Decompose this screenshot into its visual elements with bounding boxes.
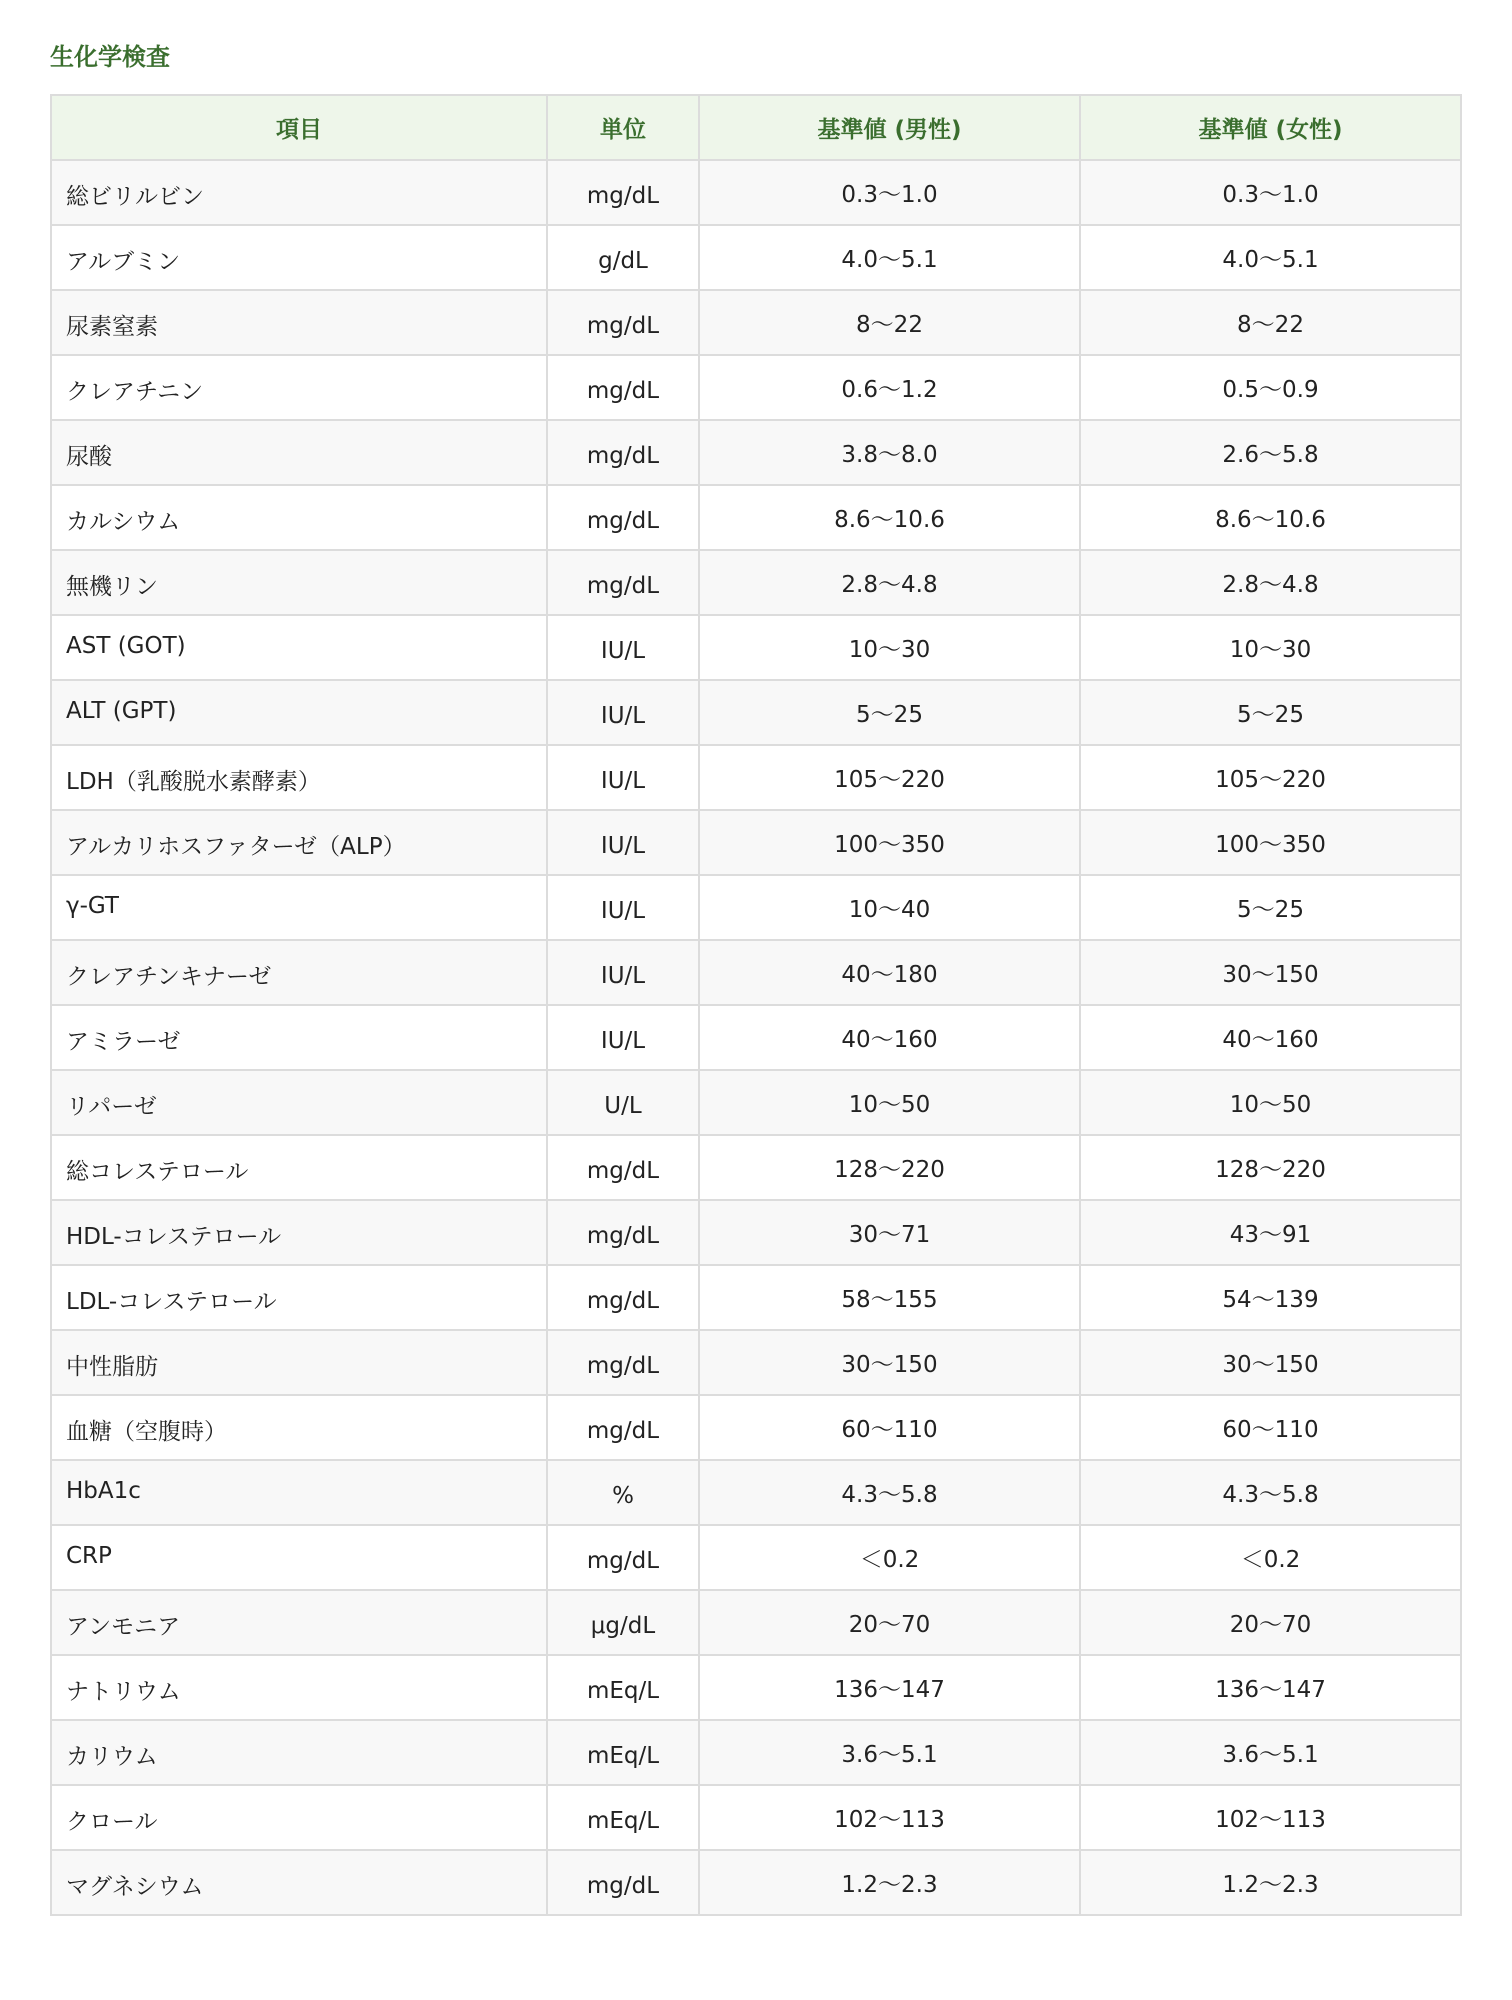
cell-unit: mg/dL [547,1200,699,1265]
cell-female-reference: 30〜150 [1080,940,1461,1005]
cell-item: クロール [51,1785,547,1850]
cell-unit: IU/L [547,810,699,875]
cell-item: アンモニア [51,1590,547,1655]
cell-female-reference: 5〜25 [1080,680,1461,745]
cell-female-reference: 4.3〜5.8 [1080,1460,1461,1525]
cell-male-reference: 100〜350 [699,810,1080,875]
cell-unit: mg/dL [547,420,699,485]
cell-male-reference: 2.8〜4.8 [699,550,1080,615]
cell-female-reference: 1.2〜2.3 [1080,1850,1461,1915]
cell-male-reference: 3.8〜8.0 [699,420,1080,485]
cell-unit: μg/dL [547,1590,699,1655]
cell-item: 血糖（空腹時） [51,1395,547,1460]
cell-item: 尿素窒素 [51,290,547,355]
biochemistry-table [50,94,1462,1916]
cell-male-reference: 20〜70 [699,1590,1080,1655]
cell-female-reference: 60〜110 [1080,1395,1461,1460]
cell-item: アルカリホスファターゼ（ALP） [51,810,547,875]
header-unit: 単位 [547,95,699,160]
cell-male-reference: 136〜147 [699,1655,1080,1720]
table-row [51,550,1461,615]
table-row [51,1590,1461,1655]
cell-female-reference: 30〜150 [1080,1330,1461,1395]
cell-male-reference: 40〜180 [699,940,1080,1005]
header-item: 項目 [51,95,547,160]
cell-female-reference: 105〜220 [1080,745,1461,810]
cell-female-reference: 8〜22 [1080,290,1461,355]
cell-unit: mg/dL [547,1395,699,1460]
cell-male-reference: ＜0.2 [699,1525,1080,1590]
cell-female-reference: 3.6〜5.1 [1080,1720,1461,1785]
cell-male-reference: 8.6〜10.6 [699,485,1080,550]
cell-item: アミラーゼ [51,1005,547,1070]
cell-male-reference: 30〜71 [699,1200,1080,1265]
table-row [51,810,1461,875]
cell-male-reference: 58〜155 [699,1265,1080,1330]
table-row [51,1850,1461,1915]
table-row [51,1330,1461,1395]
cell-female-reference: 2.8〜4.8 [1080,550,1461,615]
cell-item: 総コレステロール [51,1135,547,1200]
cell-female-reference: 40〜160 [1080,1005,1461,1070]
table-row [51,290,1461,355]
cell-male-reference: 3.6〜5.1 [699,1720,1080,1785]
cell-unit: mg/dL [547,1265,699,1330]
cell-unit: mg/dL [547,160,699,225]
table-row [51,1785,1461,1850]
cell-item: クレアチンキナーゼ [51,940,547,1005]
table-row [51,940,1461,1005]
cell-male-reference: 0.3〜1.0 [699,160,1080,225]
cell-male-reference: 10〜30 [699,615,1080,680]
cell-unit: % [547,1460,699,1525]
table-row [51,680,1461,745]
cell-unit: IU/L [547,615,699,680]
cell-female-reference: 4.0〜5.1 [1080,225,1461,290]
header-female-reference: 基準値 (女性) [1080,95,1461,160]
cell-item: マグネシウム [51,1850,547,1915]
cell-female-reference: 100〜350 [1080,810,1461,875]
cell-female-reference: 10〜30 [1080,615,1461,680]
cell-female-reference: 43〜91 [1080,1200,1461,1265]
table-row [51,1655,1461,1720]
cell-female-reference: 136〜147 [1080,1655,1461,1720]
table-row [51,875,1461,940]
cell-unit: mEq/L [547,1720,699,1785]
cell-male-reference: 4.0〜5.1 [699,225,1080,290]
cell-item: AST (GOT) [51,615,547,680]
cell-item: 無機リン [51,550,547,615]
table-row [51,1200,1461,1265]
section-title: 生化学検査 [50,43,170,71]
table-row [51,1460,1461,1525]
cell-unit: mg/dL [547,485,699,550]
cell-female-reference: 54〜139 [1080,1265,1461,1330]
cell-male-reference: 102〜113 [699,1785,1080,1850]
cell-item: アルブミン [51,225,547,290]
cell-unit: mg/dL [547,355,699,420]
table-row [51,1070,1461,1135]
cell-unit: IU/L [547,745,699,810]
table-row [51,1395,1461,1460]
cell-unit: IU/L [547,680,699,745]
cell-male-reference: 105〜220 [699,745,1080,810]
cell-unit: U/L [547,1070,699,1135]
cell-unit: mg/dL [547,1850,699,1915]
cell-unit: IU/L [547,940,699,1005]
cell-male-reference: 4.3〜5.8 [699,1460,1080,1525]
cell-unit: mEq/L [547,1785,699,1850]
cell-item: ALT (GPT) [51,680,547,745]
table-row [51,615,1461,680]
table-row [51,420,1461,485]
cell-unit: mg/dL [547,1135,699,1200]
cell-item: カリウム [51,1720,547,1785]
cell-male-reference: 10〜40 [699,875,1080,940]
table-row [51,160,1461,225]
cell-female-reference: 10〜50 [1080,1070,1461,1135]
table-row [51,1720,1461,1785]
cell-female-reference: 20〜70 [1080,1590,1461,1655]
cell-item: LDL-コレステロール [51,1265,547,1330]
cell-item: 尿酸 [51,420,547,485]
cell-item: γ-GT [51,875,547,940]
cell-unit: mg/dL [547,550,699,615]
cell-unit: IU/L [547,1005,699,1070]
cell-male-reference: 1.2〜2.3 [699,1850,1080,1915]
cell-unit: mEq/L [547,1655,699,1720]
table-row [51,225,1461,290]
cell-female-reference: 128〜220 [1080,1135,1461,1200]
cell-male-reference: 0.6〜1.2 [699,355,1080,420]
cell-female-reference: 5〜25 [1080,875,1461,940]
table-row [51,1135,1461,1200]
table-row [51,1265,1461,1330]
cell-unit: g/dL [547,225,699,290]
cell-item: 総ビリルビン [51,160,547,225]
cell-item: ナトリウム [51,1655,547,1720]
cell-male-reference: 60〜110 [699,1395,1080,1460]
table-row [51,1525,1461,1590]
cell-item: LDH（乳酸脱水素酵素） [51,745,547,810]
header-male-reference: 基準値 (男性) [699,95,1080,160]
cell-unit: IU/L [547,875,699,940]
table-row [51,745,1461,810]
cell-unit: mg/dL [547,290,699,355]
cell-male-reference: 10〜50 [699,1070,1080,1135]
cell-male-reference: 128〜220 [699,1135,1080,1200]
header-row [51,95,1461,160]
cell-female-reference: 102〜113 [1080,1785,1461,1850]
table-row [51,485,1461,550]
cell-female-reference: 2.6〜5.8 [1080,420,1461,485]
cell-male-reference: 8〜22 [699,290,1080,355]
cell-item: HDL-コレステロール [51,1200,547,1265]
cell-male-reference: 5〜25 [699,680,1080,745]
cell-male-reference: 40〜160 [699,1005,1080,1070]
cell-item: HbA1c [51,1460,547,1525]
cell-female-reference: 0.3〜1.0 [1080,160,1461,225]
cell-item: クレアチニン [51,355,547,420]
cell-item: 中性脂肪 [51,1330,547,1395]
cell-male-reference: 30〜150 [699,1330,1080,1395]
cell-unit: mg/dL [547,1330,699,1395]
cell-item: カルシウム [51,485,547,550]
table-body [51,160,1461,1915]
cell-female-reference: 0.5〜0.9 [1080,355,1461,420]
cell-female-reference: ＜0.2 [1080,1525,1461,1590]
cell-female-reference: 8.6〜10.6 [1080,485,1461,550]
cell-item: リパーゼ [51,1070,547,1135]
table-header [51,95,1461,160]
table-row [51,1005,1461,1070]
table-row [51,355,1461,420]
cell-unit: mg/dL [547,1525,699,1590]
cell-item: CRP [51,1525,547,1590]
